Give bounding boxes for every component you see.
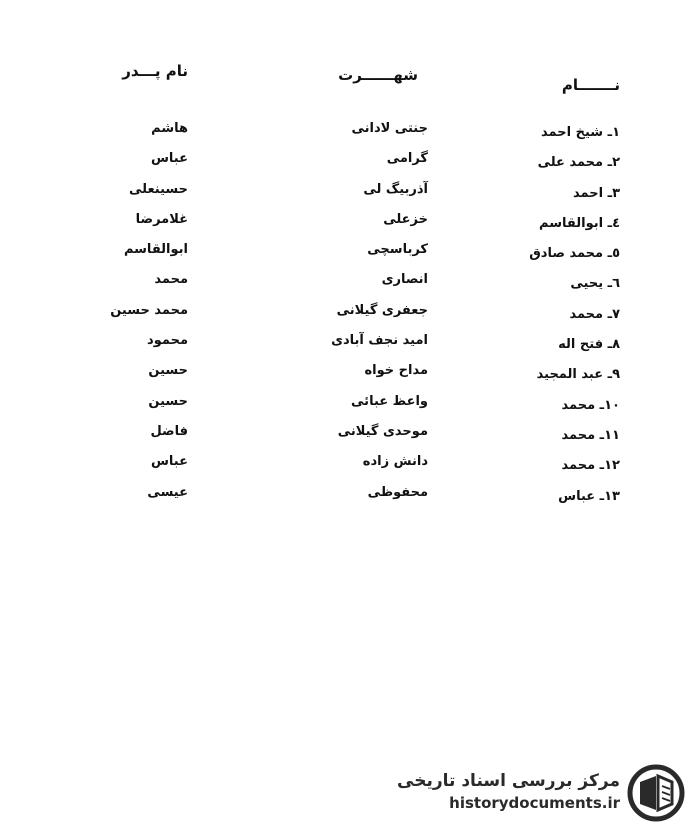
list-item: جعفری گیلانی	[336, 302, 428, 318]
list-item: عباس	[150, 151, 188, 167]
list-item: محفوظی	[367, 484, 428, 500]
list-item: انصاری	[381, 272, 428, 288]
document-stack-icon	[626, 764, 686, 822]
list-item: ١٣ـ عباس	[558, 488, 620, 504]
list-item: محمد حسین	[110, 302, 188, 318]
list-item: عیسی	[147, 484, 188, 500]
list-item: ١ـ شیخ احمد	[541, 125, 620, 140]
list-item: فاضل	[150, 423, 188, 439]
list-item: ١٢ـ محمد	[561, 458, 620, 474]
list-item: عباس	[150, 454, 188, 470]
list-item: واعظ عبائی	[351, 393, 428, 409]
list-item: ٩ـ عبد المجید	[536, 367, 620, 383]
list-item: مداح خواه	[364, 363, 428, 379]
list-item: موحدی گیلانی	[337, 423, 428, 439]
list-item: ٦ـ یحیی	[570, 276, 620, 292]
list-item: هاشم	[151, 121, 188, 136]
list-item: محمد	[154, 272, 188, 288]
name-list	[529, 118, 620, 512]
list-item: ٢ـ محمد علی	[537, 155, 620, 171]
father-name-column-header: نام پـــدر	[122, 62, 188, 80]
list-item: ٥ـ محمد صادق	[529, 246, 620, 262]
list-item: غلامرضا	[135, 211, 188, 227]
list-item: حسینعلی	[128, 181, 188, 197]
list-item: ١٠ـ محمد	[561, 397, 620, 413]
list-item: حسین	[148, 393, 188, 409]
family-list	[331, 114, 428, 508]
name-column-header: نـــــــام	[561, 76, 620, 94]
watermark-title: مرکز بررسی اسناد تاریخی	[397, 771, 620, 791]
watermark-text	[397, 770, 620, 814]
list-item: محمود	[147, 333, 188, 349]
list-item: دانش زاده	[362, 454, 428, 470]
family-column-header: شهــــــرت	[338, 66, 418, 84]
watermark-url: historydocuments.ir	[449, 794, 620, 812]
list-item: کرباسچی	[367, 242, 428, 258]
list-item: گرامی	[386, 151, 428, 167]
list-item: ١١ـ محمد	[561, 427, 620, 443]
list-item: حسین	[148, 363, 188, 379]
list-item: ٨ـ فتح اله	[558, 337, 620, 353]
list-item: آذربیگ لی	[363, 181, 428, 197]
list-item: امید نجف آبادی	[331, 333, 428, 349]
list-item: ٣ـ احمد	[573, 185, 620, 201]
list-item: جنتی لادانی	[351, 121, 428, 136]
list-item: ٧ـ محمد	[569, 306, 620, 322]
list-item: ابوالقاسم	[123, 242, 188, 258]
list-item: خزعلی	[383, 211, 428, 227]
list-item: ٤ـ ابوالقاسم	[539, 215, 620, 231]
father-name-list	[110, 114, 188, 508]
